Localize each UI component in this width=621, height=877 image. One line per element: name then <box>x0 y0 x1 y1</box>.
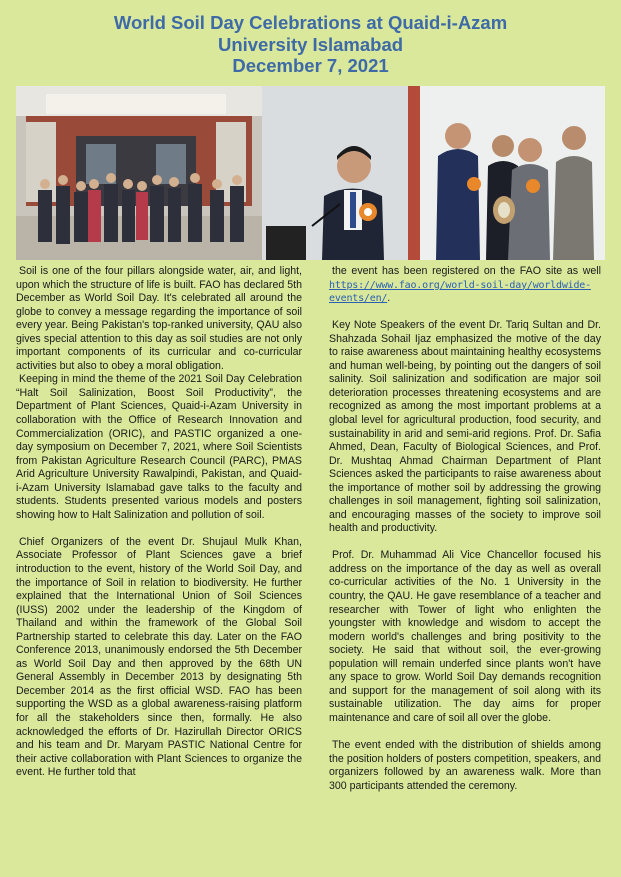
paragraph-end: . <box>387 292 391 305</box>
paragraph: Prof. Dr. Muhammad Ali Vice Chancellor focused his address on the importance of the day as well as overall co-curricular activities of the No. 1 University in the country, the QAU. He gave resemblance of a teacher and researcher with Tower of light who enlighten the youngster with knowledge and wisdom to accept the modern world's challenges and bring positivity to the society. He said that without soil, the ever-growing population will remain underfed since plants won't have any space to grow. World Soil Day demands recognition and support for the management of soil along with its sustainable utilization. The day aims for proper maintenance and care of soil all over the globe. <box>329 549 601 724</box>
paragraph: Soil is one of the four pillars alongside water, air, and light, upon which the structure of life is built. FAO has declared 5th December as World Soil Day. It's celebrated all around the globe to convey a message regarding the importance of soil every year. Being Pakistan's top-ranked university, QAU also gives special attention to this day as soil studies are not only important components of its curricular and co-curricular activities but also to obey a moral obligation. <box>16 265 302 372</box>
shield-award-photo <box>408 86 605 260</box>
group-photo <box>16 86 262 260</box>
photo-strip <box>16 86 605 260</box>
fao-events-link[interactable]: https://www.fao.org/world-soil-day/worldwide-events/en/ <box>329 279 591 305</box>
paragraph <box>329 265 601 306</box>
title-line-3: December 7, 2021 <box>232 55 389 76</box>
title-line-2: University Islamabad <box>217 33 404 55</box>
right-column <box>329 265 601 793</box>
paragraph: Key Note Speakers of the event Dr. Tariq Sultan and Dr. Shahzada Sohail Ijaz emphasized the motive of the day to raise awareness about maintaining healthy ecosystems and human well-being, by pointing out the dangers of soil salinity. Soil salinization and sodification are major soil deterioration processes threatening ecosystems and are recognized as among the most important problems at a global level for agricultural production, food security, and sustainability in arid and semi-arid regions. Prof. Dr. Safia Ahmed, Dean, Faculty of Biological Sciences, and Prof. Dr. Mushtaq Ahmad Chairman Department of Plant Sciences asked the participants to raise awareness about the importance of mother soil by addressing the growing challenges in soil management, fighting soil salinization, and encouraging masses of the society to improve soil health and productivity. <box>329 319 601 535</box>
paragraph: The event ended with the distribution of shields among the position holders of posters competition, speakers, and organizers followed by an awareness walk. More than 300 participants attended the ceremony. <box>329 739 601 792</box>
left-column <box>16 265 302 780</box>
title-line-1: World Soil Day Celebrations at Quaid-i-Azam <box>113 12 508 33</box>
paragraph: Keeping in mind the theme of the 2021 Soil Day Celebration “Halt Soil Salinization, Boost Soil Productivity”, the Department of Plant Sciences, Quaid-i-Azam University in collaboration with the Office of Research Innovation and Commercialization (ORIC), and PASTIC organized a one-day symposium on December 7, 2021, where Soil Scientists from Pakistan Agriculture Research Council (PARC), PMAS Arid Agriculture University Rawalpindi, Pakistan, and Quaid-i-Azam University Islamabad gave talks to the faculty and students. Students presented various models and posters showing how to Halt Salinization and pollution of soil. <box>16 373 302 521</box>
speaker-photo <box>262 86 408 260</box>
paragraph-text: the event has been registered on the FAO site as well <box>332 265 601 277</box>
page-title <box>0 12 621 77</box>
paragraph: Chief Organizers of the event Dr. Shujaul Mulk Khan, Associate Professor of Plant Sciences gave a brief introduction to the event, history of the World Soil Day, and the importance of Soil in relation to biodiversity. He further explained that the International Union of Soil Sciences (IUSS) 2002 under the leadership of the Kingdom of Thailand and within the framework of the Global Soil Partnership started to celebrate this day. Later on the FAO Conference 2013, unanimously endorsed the 5th December as World Soil Day and then approved by the 68th UN General Assembly in December 2013 by designating 5th December 2014 as the first official WSD. FAO has been supporting the WSD as a global awareness-raising platform for all the stakeholders since then, formally. He also acknowledged the efforts of Dr. Hazirullah Director ORICS and his team and Dr. Maryam PASTIC National Centre for their active collaboration with Plant Sciences to organize the event. He further told that <box>16 535 302 779</box>
